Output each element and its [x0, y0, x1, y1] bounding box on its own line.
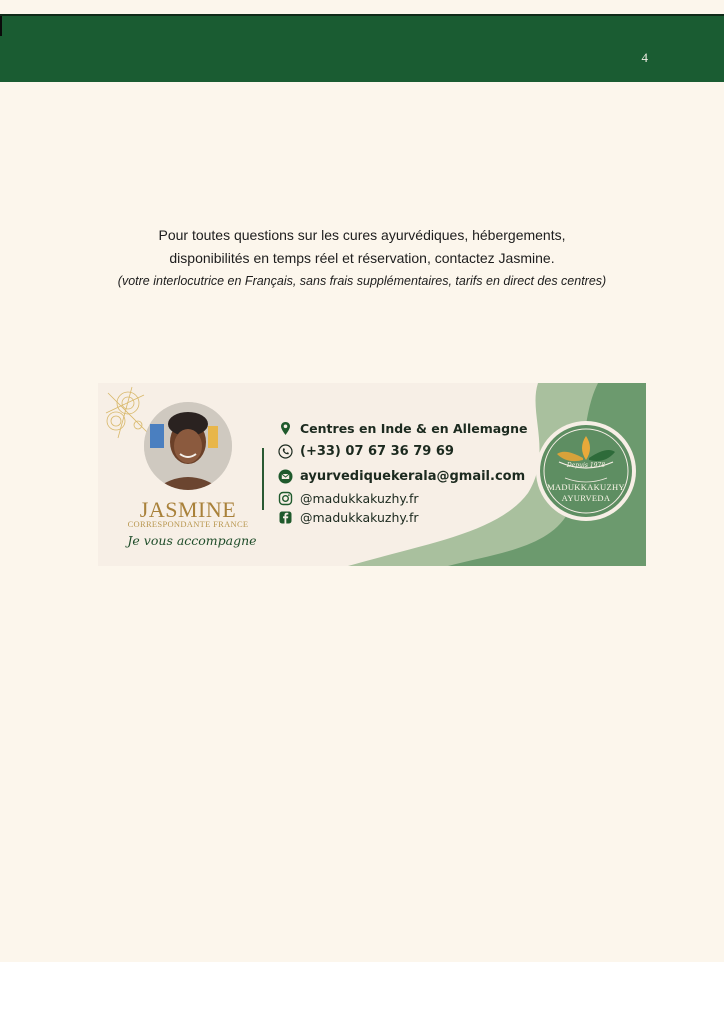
email-icon	[278, 469, 293, 484]
facebook-text: @madukkakuzhy.fr	[300, 510, 419, 525]
email-text: ayurvediquekerala@gmail.com	[300, 469, 526, 484]
page-number: 4	[641, 50, 648, 65]
instagram-row[interactable]	[278, 491, 419, 506]
logo-line-1: MADUKKAKUZHY	[547, 482, 625, 492]
tagline: Je vous accompagne	[127, 533, 257, 548]
contact-role: CORRESPONDANTE FRANCE	[127, 519, 249, 529]
header-band	[0, 14, 724, 82]
intro-text	[0, 224, 724, 292]
phone-text: (+33) 07 67 36 79 69	[300, 444, 454, 459]
contact-banner	[98, 383, 646, 566]
intro-note-text: (votre interlocutrice en Français, sans frais supplémentaires, tarifs en direct des centres)	[117, 274, 607, 288]
instagram-icon	[278, 491, 293, 506]
header-tick	[0, 16, 2, 36]
logo-line-2: AYURVEDA	[561, 493, 611, 503]
intro-note	[0, 270, 724, 292]
phone-icon	[278, 444, 293, 459]
location-pin-icon	[278, 421, 293, 436]
logo-since: Depuis 1978	[566, 462, 606, 469]
facebook-icon	[278, 510, 293, 525]
facebook-row[interactable]	[278, 510, 419, 525]
intro-line-2: disponibilités en temps réel et réservation, contactez Jasmine.	[169, 250, 555, 266]
header-edge	[0, 14, 724, 16]
avatar-photo	[144, 402, 232, 490]
madukkakuzhy-logo	[535, 420, 637, 522]
contact-name: JASMINE	[139, 497, 237, 522]
divider	[262, 448, 264, 510]
phone-row[interactable]	[278, 444, 454, 459]
instagram-text: @madukkakuzhy.fr	[300, 491, 419, 506]
intro-line-1: Pour toutes questions sur les cures ayurvédiques, hébergements,	[158, 227, 566, 243]
email-row[interactable]	[278, 469, 525, 484]
location-text: Centres en Inde & en Allemagne	[300, 421, 528, 436]
location-row	[278, 421, 528, 436]
